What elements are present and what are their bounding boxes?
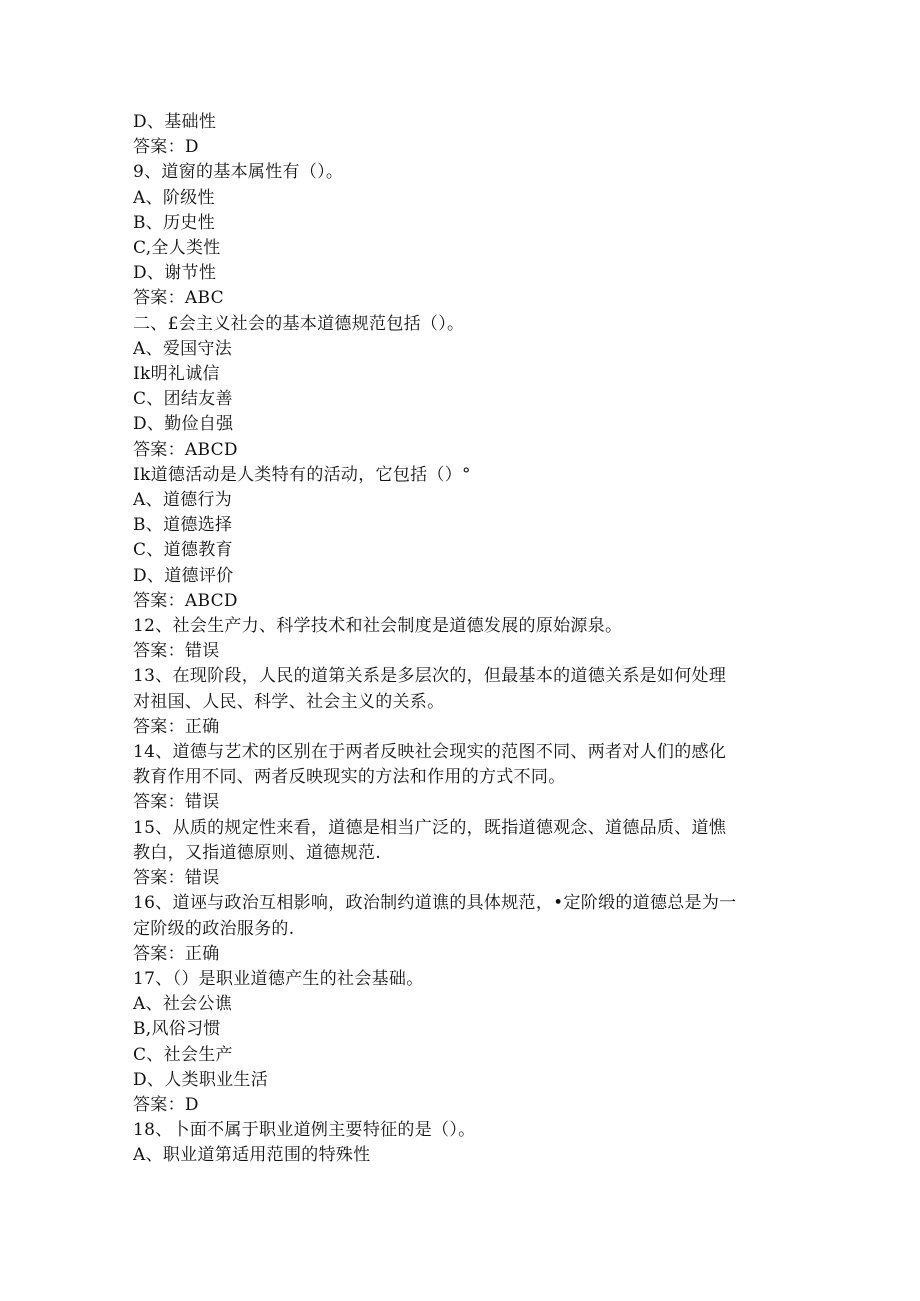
option-line: D、人类职业生活 [133,1069,269,1090]
answer-line: 答案：正确 [133,943,220,964]
option-line: C、团结友善 [133,389,233,410]
question-line-continued: 对祖国、人民、科学、社会主义的关系。 [133,691,445,712]
document-body [133,110,793,1169]
option-line: D、谢节性 [133,263,217,284]
option-line: C、社会生产 [133,1044,233,1065]
option-line: A、道德行为 [133,490,233,511]
answer-line: 答案：ABC [133,288,224,309]
question-line-continued: 定阶级的政治服务的. [133,918,295,939]
question-line: 二、£会主义社会的基本道德规范包括（）。 [133,313,465,334]
question-line: 14、道德与艺术的区别在于两者反映社会现实的范图不同、两者对人们的感化 [133,742,727,763]
option-line: C,全人类性 [133,238,221,259]
question-line: 12、社会生产力、科学技术和社会制度是道德发展的原始源泉。 [133,616,623,637]
option-line: B,风俗习惯 [133,1019,221,1040]
answer-line: 答案：ABCD [133,590,238,611]
option-line: D、道德评价 [133,565,234,586]
option-line: A、职业道第适用范围的特殊性 [133,1145,371,1166]
question-line-continued: 教育作用不同、两者反映现实的方法和作用的方式不同。 [133,767,566,788]
question-line: 16、道诬与政治互相影响，政治制约道谯的具体规范，•定阶缎的道德总是为一 [133,893,737,914]
answer-line: 答案：错误 [133,792,220,813]
option-line: A、爱国守法 [133,338,233,359]
option-line: D、基础性 [133,112,217,132]
answer-line: 答案：ABCD [133,439,238,460]
question-line: 15、从质的规定性来看，道德是相当广泛的，既指道德观念、道德品质、道憔 [133,817,727,838]
question-line: 17、（）是职业道德产生的社会基础。 [133,968,424,989]
answer-line: 答案：D [133,137,199,158]
question-line-continued: 教白，又指道德原则、道德规范. [133,842,381,863]
option-line: A、阶级性 [133,187,215,208]
question-line: 13、在现阶段，人民的道第关系是多层次的，但最基本的道德关系是如何处理 [133,666,727,687]
option-line: B、历史性 [133,212,215,233]
answer-line: 答案：错误 [133,641,220,662]
option-line: C、道德教育 [133,540,233,561]
option-line: B、道德选择 [133,515,233,536]
answer-line: 答案：D [133,1094,199,1115]
question-line: 18、卜面不属于职业道例主要特征的是（）。 [133,1120,476,1141]
option-line: A、社会公谯 [133,994,233,1015]
answer-line: 答案：正确 [133,716,220,737]
option-line: D、勤俭自强 [133,414,234,435]
question-line: 9、道窗的基本属性有（）。 [133,162,344,183]
answer-line: 答案：错误 [133,868,220,889]
question-line: Ik道德活动是人类特有的活动，它包括（）° [133,464,471,485]
option-line: Ik明礼诚信 [133,364,220,385]
